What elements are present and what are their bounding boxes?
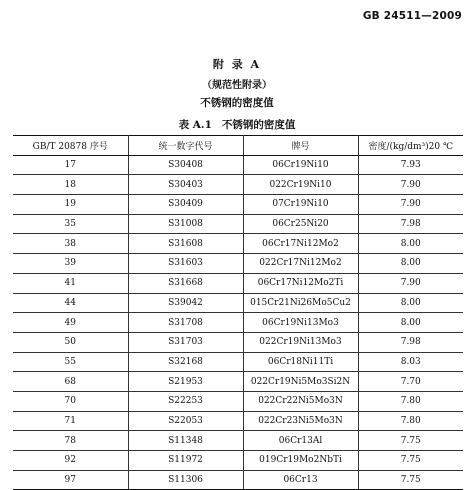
cell-unified-code: S22253 bbox=[128, 391, 243, 411]
table-row bbox=[13, 234, 463, 254]
cell-unified-code: S39042 bbox=[128, 293, 243, 313]
column-header-density: 密度/(kg/dm³)20 ℃ bbox=[358, 136, 463, 156]
table-row bbox=[13, 155, 463, 175]
cell-grade: 015Cr21Ni26Mo5Cu2 bbox=[243, 293, 358, 313]
cell-serial: 18 bbox=[13, 175, 128, 195]
cell-serial: 38 bbox=[13, 234, 128, 254]
cell-density: 7.90 bbox=[358, 195, 463, 215]
cell-density: 8.00 bbox=[358, 234, 463, 254]
cell-density: 8.00 bbox=[358, 313, 463, 333]
cell-density: 7.75 bbox=[358, 470, 463, 490]
cell-grade: 07Cr19Ni10 bbox=[243, 195, 358, 215]
table-row bbox=[13, 391, 463, 411]
table-row bbox=[13, 195, 463, 215]
cell-grade: 06Cr17Ni12Mo2 bbox=[243, 234, 358, 254]
cell-grade: 06Cr13 bbox=[243, 470, 358, 490]
cell-unified-code: S22053 bbox=[128, 411, 243, 431]
cell-unified-code: S30403 bbox=[128, 175, 243, 195]
cell-density: 7.80 bbox=[358, 411, 463, 431]
table-caption bbox=[0, 117, 474, 132]
standard-number: GB 24511—2009 bbox=[362, 10, 462, 22]
cell-density: 7.98 bbox=[358, 332, 463, 352]
table-row bbox=[13, 352, 463, 372]
cell-serial: 97 bbox=[13, 470, 128, 490]
cell-serial: 50 bbox=[13, 332, 128, 352]
table-row bbox=[13, 214, 463, 234]
cell-density: 7.75 bbox=[358, 431, 463, 451]
table-row bbox=[13, 293, 463, 313]
cell-grade: 022Cr23Ni5Mo3N bbox=[243, 411, 358, 431]
cell-grade: 022Cr19Ni13Mo3 bbox=[243, 332, 358, 352]
cell-grade: 06Cr13Al bbox=[243, 431, 358, 451]
table-row bbox=[13, 175, 463, 195]
table-caption-id: 表 A.1 bbox=[178, 119, 212, 131]
cell-unified-code: S31703 bbox=[128, 332, 243, 352]
cell-serial: 49 bbox=[13, 313, 128, 333]
appendix-title: 附 录 A bbox=[212, 58, 262, 71]
table-row bbox=[13, 273, 463, 293]
table-row bbox=[13, 254, 463, 274]
cell-unified-code: S30409 bbox=[128, 195, 243, 215]
cell-unified-code: S32168 bbox=[128, 352, 243, 372]
cell-serial: 92 bbox=[13, 451, 128, 471]
table-row bbox=[13, 313, 463, 333]
cell-grade: 022Cr22Ni5Mo3N bbox=[243, 391, 358, 411]
cell-serial: 35 bbox=[13, 214, 128, 234]
column-header-unified-code: 统一数字代号 bbox=[128, 136, 243, 156]
table-row bbox=[13, 411, 463, 431]
cell-unified-code: S31608 bbox=[128, 234, 243, 254]
cell-density: 7.80 bbox=[358, 391, 463, 411]
cell-unified-code: S31708 bbox=[128, 313, 243, 333]
column-header-grade: 牌号 bbox=[243, 136, 358, 156]
cell-serial: 68 bbox=[13, 372, 128, 392]
cell-grade: 06Cr19Ni10 bbox=[243, 155, 358, 175]
cell-density: 8.03 bbox=[358, 352, 463, 372]
appendix-subtitle: （规范性附录） bbox=[202, 80, 272, 91]
density-table bbox=[13, 135, 463, 490]
cell-density: 7.75 bbox=[358, 451, 463, 471]
table-body bbox=[13, 155, 463, 490]
table-caption-text: 不锈钢的密度值 bbox=[221, 119, 296, 131]
cell-grade: 019Cr19Mo2NbTi bbox=[243, 451, 358, 471]
cell-density: 8.00 bbox=[358, 293, 463, 313]
cell-density: 7.93 bbox=[358, 155, 463, 175]
table-header-row bbox=[13, 136, 463, 156]
cell-unified-code: S30408 bbox=[128, 155, 243, 175]
cell-grade: 022Cr17Ni12Mo2 bbox=[243, 254, 358, 274]
table-row bbox=[13, 431, 463, 451]
column-header-serial: GB/T 20878 序号 bbox=[13, 136, 128, 156]
cell-unified-code: S31668 bbox=[128, 273, 243, 293]
cell-unified-code: S21953 bbox=[128, 372, 243, 392]
cell-serial: 70 bbox=[13, 391, 128, 411]
cell-unified-code: S31008 bbox=[128, 214, 243, 234]
cell-serial: 44 bbox=[13, 293, 128, 313]
table-row bbox=[13, 451, 463, 471]
cell-density: 8.00 bbox=[358, 254, 463, 274]
cell-unified-code: S11972 bbox=[128, 451, 243, 471]
cell-grade: 022Cr19Ni10 bbox=[243, 175, 358, 195]
cell-density: 7.98 bbox=[358, 214, 463, 234]
cell-grade: 022Cr19Ni5Mo3Si2N bbox=[243, 372, 358, 392]
cell-serial: 17 bbox=[13, 155, 128, 175]
cell-unified-code: S11348 bbox=[128, 431, 243, 451]
cell-serial: 71 bbox=[13, 411, 128, 431]
cell-grade: 06Cr17Ni12Mo2Ti bbox=[243, 273, 358, 293]
cell-serial: 78 bbox=[13, 431, 128, 451]
cell-grade: 06Cr19Ni13Mo3 bbox=[243, 313, 358, 333]
table-row bbox=[13, 470, 463, 490]
cell-serial: 19 bbox=[13, 195, 128, 215]
cell-serial: 39 bbox=[13, 254, 128, 274]
cell-grade: 06Cr25Ni20 bbox=[243, 214, 358, 234]
table-row bbox=[13, 332, 463, 352]
table-row bbox=[13, 372, 463, 392]
cell-density: 7.70 bbox=[358, 372, 463, 392]
cell-serial: 55 bbox=[13, 352, 128, 372]
cell-density: 7.90 bbox=[358, 273, 463, 293]
cell-grade: 06Cr18Ni11Ti bbox=[243, 352, 358, 372]
cell-unified-code: S31603 bbox=[128, 254, 243, 274]
cell-serial: 41 bbox=[13, 273, 128, 293]
appendix-name: 不锈钢的密度值 bbox=[200, 97, 274, 109]
cell-unified-code: S11306 bbox=[128, 470, 243, 490]
cell-density: 7.90 bbox=[358, 175, 463, 195]
